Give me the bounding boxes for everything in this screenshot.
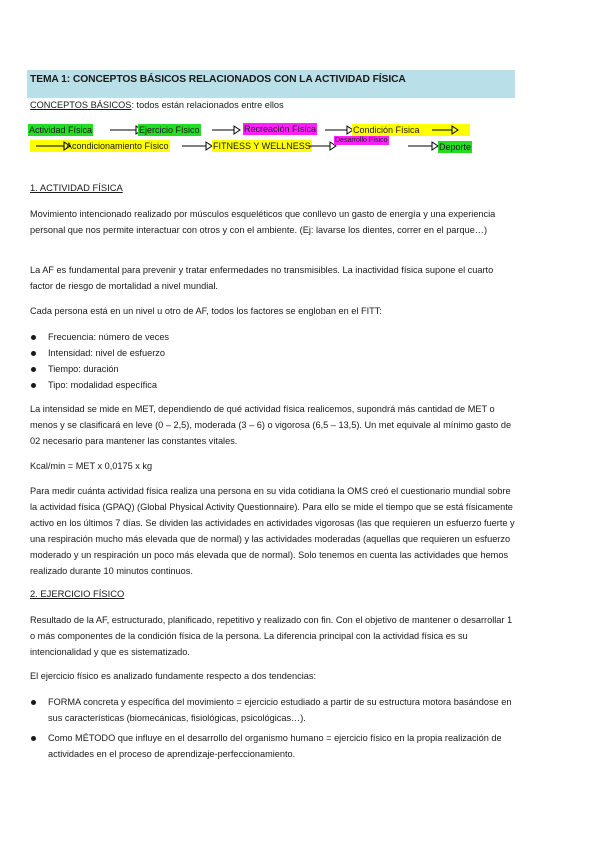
- section-heading: 1. ACTIVIDAD FÍSICA: [30, 182, 123, 193]
- concept-actividad-fisica: Actividad Física: [29, 125, 93, 135]
- subheading: [30, 100, 284, 110]
- paragraph: Para medir cuánta actividad física realiza una persona en su vida cotidiana la OMS creó el cuestionario mundial sobre la actividad física (GPAQ) (Global Physical Activity Questionnaire). Para ello se mide el tiempo que se está físicamente activo en los últimos 7 días. Se dividen las actividades en actividades vigorosas (las que requieren un esfuerzo fuerte y una respiración mucho más elevada que de normal) y las actividades moderadas (aquellas que requieren un esfuerzo moderado y un respiración un poco más elevada que de normal). Solo tenemos en cuenta las actividades que hemos realizado durante 10 minutos continuos.: [30, 486, 515, 576]
- tendencias-list: [30, 694, 518, 766]
- bullet-icon: [31, 335, 36, 340]
- bullet-icon: [31, 736, 36, 741]
- paragraph: Resultado de la AF, estructurado, planificado, repetitivo y realizado con fin. Con el objetivo de mantener o desarrollar 1 o más componentes de la condición física de la persona. La diferencia principal con la actividad física es su intencionalidad y que es sistematizado.: [30, 615, 513, 657]
- paragraph: El ejercicio físico es analizado fundamente respecto a dos tendencias:: [30, 671, 317, 681]
- bullet-icon: [31, 383, 36, 388]
- list-item: Tiempo: duración: [30, 361, 518, 377]
- concept-deporte: Deporte: [439, 142, 472, 152]
- concept-ejercicio-fisico: Ejercicio Físico: [139, 125, 200, 135]
- concept-acondicionamiento-fisico: Acondicionamiento Físico: [30, 140, 170, 152]
- paragraph: Movimiento intencionado realizado por músculos esqueléticos que conllevo un gasto de energía y una experiencia personal que nos permite interactuar con otros y con el ambiente. (Ej: lavarse los dientes, correr en el parque…): [30, 209, 496, 235]
- list-item: FORMA concreta y específica del movimiento = ejercicio estudiado a partir de su estructura motora basándose en sus características (biomecánicas, fisiológicas, psicológicas…).: [30, 694, 518, 726]
- paragraph: La AF es fundamental para prevenir y tratar enfermedades no transmisibles. La inactividad física supone el cuarto factor de riesgo de mortalidad a nivel mundial.: [30, 265, 494, 291]
- formula: Kcal/min = MET x 0,0175 x kg: [30, 461, 153, 471]
- fitt-list: [30, 329, 518, 393]
- bullet-icon: [31, 367, 36, 372]
- concept-recreacion-fisica: Recreación Física: [244, 124, 317, 134]
- page-title: TEMA 1: CONCEPTOS BÁSICOS RELACIONADOS CON LA ACTIVIDAD FÍSICA: [30, 74, 406, 85]
- list-item: Frecuencia: número de veces: [30, 329, 518, 345]
- subheading-label: CONCEPTOS BÁSICOS: [30, 100, 132, 110]
- title-banner: [27, 70, 515, 98]
- section-heading: 2. EJERCICIO FÍSICO: [30, 588, 125, 599]
- paragraph: Cada persona está en un nivel u otro de AF, todos los factores se engloban en el FITT:: [30, 306, 382, 316]
- concept-fitness-wellness: FITNESS Y WELLNESS: [213, 141, 311, 151]
- subheading-rest: : todos están relacionados entre ellos: [131, 100, 284, 110]
- list-item: Tipo: modalidad específica: [30, 377, 518, 393]
- concept-desarrollo-fisico: Desarrollo Físico: [335, 137, 388, 144]
- paragraph: La intensidad se mide en MET, dependiendo de qué actividad física realicemos, supondrá más cantidad de MET o menos y se clasificará en leve (0 – 2,5), moderada (3 – 6) o vigorosa (6,5 – 13,5). Un met equivale al mínimo gasto de 02 necesario para mantener las constantes vitales.: [30, 404, 512, 446]
- list-item: Intensidad: nivel de esfuerzo: [30, 345, 518, 361]
- bullet-icon: [31, 700, 36, 705]
- concept-condicion-fisica: Condición Física: [352, 124, 470, 136]
- bullet-icon: [31, 351, 36, 356]
- list-item: Como MÉTODO que influye en el desarrollo del organismo humano = ejercicio físico en la propia realización de actividades en el proceso de aprendizaje-perfeccionamiento.: [30, 730, 518, 762]
